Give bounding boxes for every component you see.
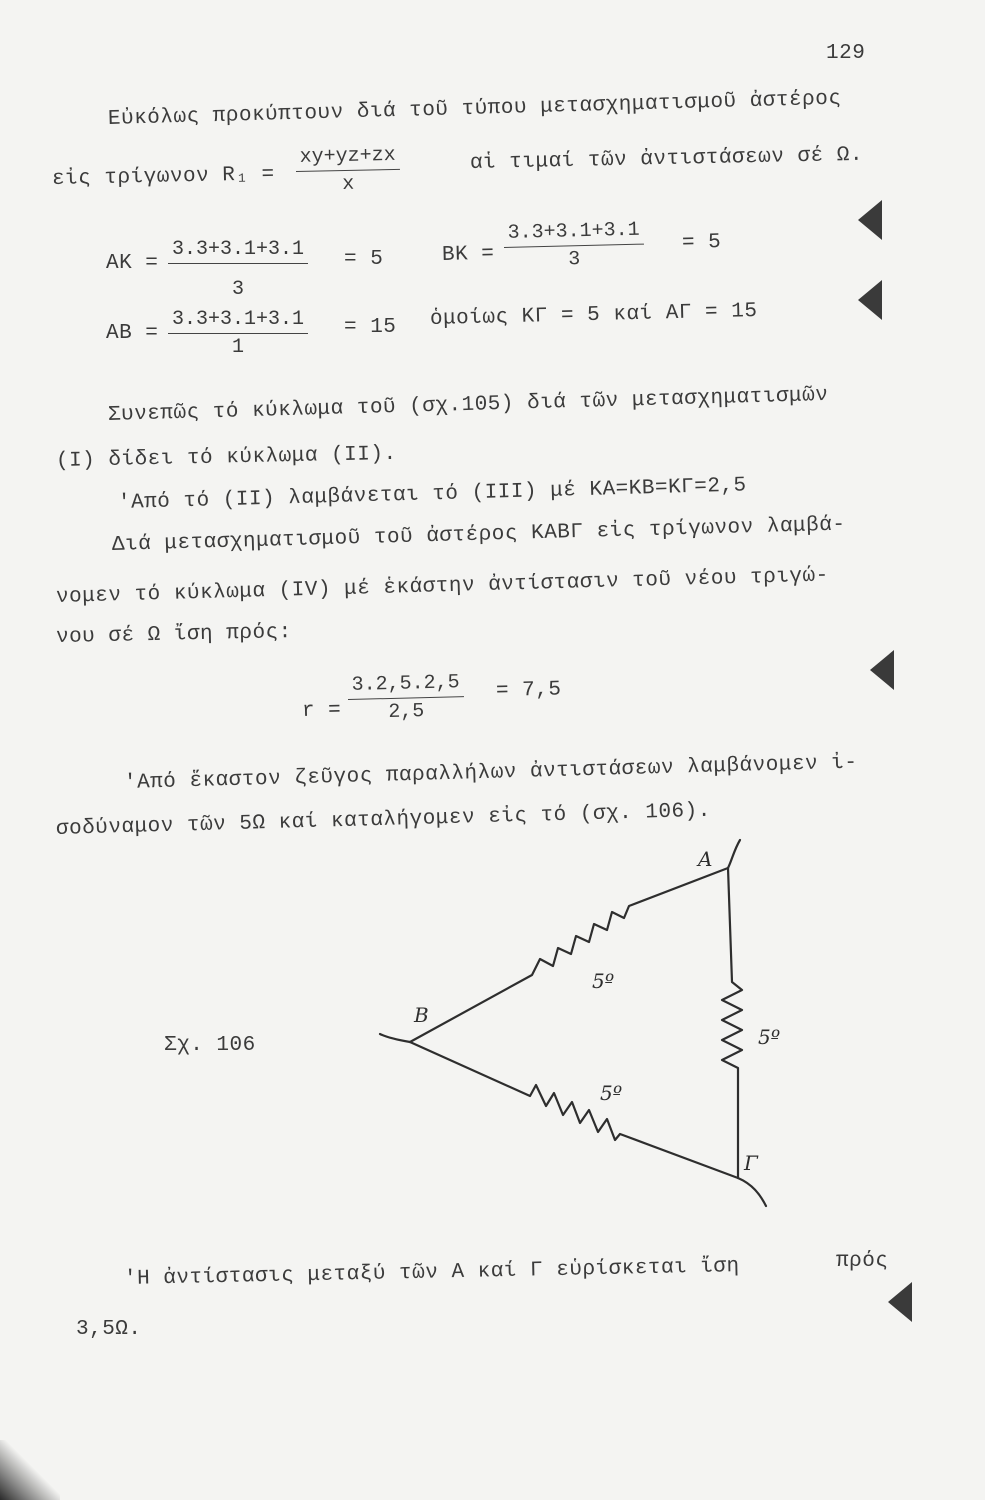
- node-b-label: B: [414, 1003, 429, 1027]
- bk-fraction: [503, 219, 644, 273]
- ak-numerator: 3.3+3.1+3.1: [168, 238, 308, 264]
- formula-denominator: x: [342, 172, 355, 197]
- scan-corner-shadow: [0, 1440, 60, 1500]
- paragraph-3-line-3: νου σέ Ω ἴση πρός:: [55, 621, 293, 649]
- r-result: = 7,5: [495, 678, 562, 703]
- node-a-label: A: [698, 847, 713, 871]
- wire-bg: [410, 1042, 738, 1178]
- wire-ab: [410, 868, 728, 1042]
- terminal-g: [738, 1178, 766, 1206]
- margin-marker-4: [888, 1282, 912, 1322]
- ak-result: = 5: [344, 248, 384, 271]
- bk-denominator: 3: [568, 248, 581, 272]
- ab-numerator: 3.3+3.1+3.1: [168, 308, 308, 334]
- figure-caption: Σχ. 106: [164, 1034, 256, 1057]
- conclusion-line-2: 3,5Ω.: [76, 1318, 142, 1341]
- bk-label: BK =: [441, 242, 495, 267]
- paragraph-1-line-2: (Ι) δίδει τό κύκλωμα (ΙΙ).: [55, 442, 397, 473]
- r-label: r =: [301, 699, 342, 723]
- node-g-label: Γ: [744, 1151, 758, 1175]
- ab-label: AB =: [106, 322, 159, 345]
- ak-fraction: [168, 238, 308, 301]
- ab-result: = 15: [344, 316, 397, 339]
- wire-ag: [722, 868, 742, 1178]
- paragraph-3-line-2: νομεν τό κύκλωμα (ΙV) μέ ἑκάστην ἀντίστασιν τοῦ νέου τριγώ-: [55, 564, 830, 609]
- intro-line-2-suffix: αἱ τιμαί τῶν ἀντιστάσεων σέ Ω.: [469, 143, 864, 175]
- intro-line-1: Εὐκόλως προκύπτουν διά τοῦ τύπου μετασχηματισμοῦ ἀστέρος: [107, 87, 842, 131]
- paragraph-3-line-1: Διά μετασχηματισμοῦ τοῦ ἀστέρος ΚΑΒΓ εἰς τρίγωνον λαμβά-: [111, 513, 846, 557]
- formula-numerator: xy+yz+zx: [295, 144, 400, 172]
- paragraph-4-line-2: σοδύναμον τῶν 5Ω καί καταλήγομεν εἰς τό (σχ. 106).: [55, 799, 712, 841]
- r-denominator: 2,5: [388, 700, 425, 725]
- resistor-ab-label: 5º: [592, 969, 615, 993]
- ab-fraction: [168, 308, 308, 359]
- paragraph-4-line-1: 'Από ἕκαστον ζεῦγος παραλλήλων ἀντιστάσεων λαμβάνομεν ἰ-: [123, 751, 858, 795]
- terminal-b: [380, 1034, 410, 1042]
- resistor-bg-label: 5º: [600, 1081, 623, 1105]
- conclusion-line-1-end: πρός: [836, 1250, 889, 1273]
- margin-marker-2: [858, 280, 882, 320]
- r-numerator: 3.2,5.2,5: [347, 671, 464, 700]
- paragraph-2: 'Από τό (ΙΙ) λαμβάνεται τό (ΙΙΙ) μέ ΚΑ=ΚΒ=ΚΓ=2,5: [117, 474, 747, 515]
- ab-denominator: 1: [232, 336, 245, 359]
- bk-numerator: 3.3+3.1+3.1: [503, 219, 644, 248]
- similar-results: ὁμοίως ΚΓ = 5 καί ΑΓ = 15: [429, 300, 758, 331]
- margin-marker-1: [858, 200, 882, 240]
- paragraph-1-line-1: Συνεπῶς τό κύκλωμα τοῦ (σχ.105) διά τῶν μετασχηματισμῶν: [107, 383, 829, 427]
- ak-label: AK =: [106, 252, 159, 275]
- margin-marker-3: [870, 650, 894, 690]
- conclusion-line-1: 'Η ἀντίστασις μεταξύ τῶν Α καί Γ εὑρίσκεται ἴση: [123, 1255, 740, 1291]
- r-fraction: [347, 671, 464, 725]
- delta-circuit-diagram: [360, 830, 790, 1210]
- terminal-a: [728, 840, 740, 868]
- star-delta-formula: [295, 144, 400, 197]
- resistor-ag-label: 5º: [758, 1025, 781, 1049]
- page-number: 129: [826, 42, 866, 65]
- ak-denominator: 3: [232, 278, 245, 301]
- delta-circuit-svg: [360, 830, 790, 1210]
- intro-line-2-prefix: εἰς τρίγωνον R₁ =: [51, 163, 275, 191]
- bk-result: = 5: [681, 231, 722, 255]
